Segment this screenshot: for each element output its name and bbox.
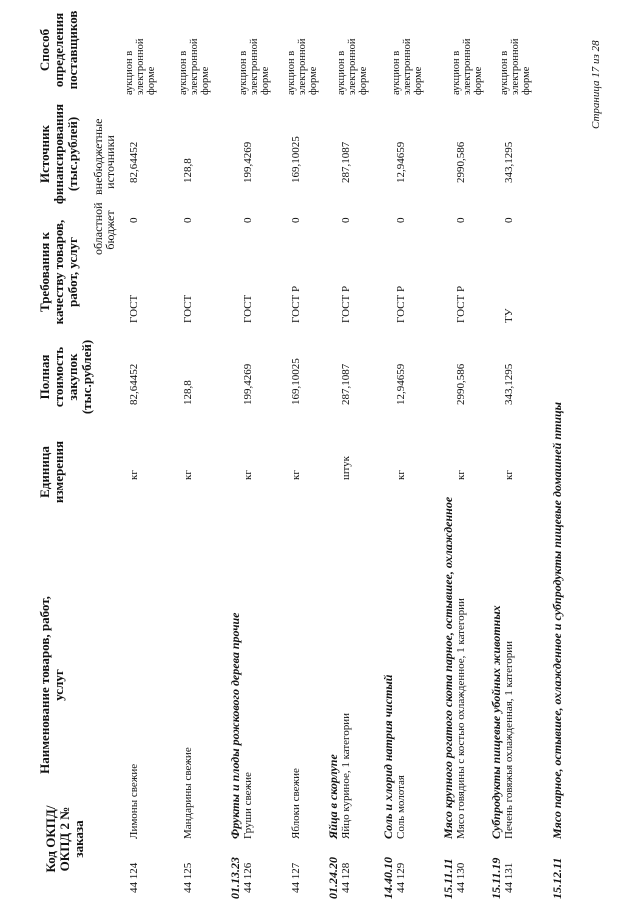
row-method: аукцион в электронной форме (499, 38, 532, 95)
group-name: Мясо парное, остывшее, охлажденное и субпродукты пищевые домашней птицы (550, 401, 564, 839)
row-method: аукцион в электронной форме (391, 38, 424, 95)
row-requirements: ГОСТ Р (455, 285, 467, 323)
row-unit: штук (340, 456, 352, 480)
row-source-regional: 0 (455, 217, 467, 223)
header-name: Наименование товаров, работ, услуг (37, 596, 66, 774)
row-method: аукцион в электронной форме (286, 38, 319, 95)
row-source-extra: 12,94659 (395, 141, 407, 183)
group-code: 01.24.20 (326, 857, 340, 899)
group-name: Соль и хлорид натрия чистый (381, 674, 395, 839)
row-unit: кг (182, 470, 194, 480)
header-source: Источник финансирования (тыс.рублей) (37, 103, 80, 205)
row-method: аукцион в электронной форме (178, 38, 211, 95)
row-code: 44 129 (395, 862, 407, 893)
row-cost: 128,8 (182, 380, 194, 405)
group-name: Фрукты и плоды рожкового дерева прочие (228, 612, 242, 839)
row-method: аукцион в электронной форме (124, 38, 157, 95)
row-method: аукцион в электронной форме (238, 38, 271, 95)
group-code: 15.12.11 (550, 857, 564, 899)
group-name: Субпродукты пищевые убойных животных (489, 605, 503, 839)
row-cost: 2990,586 (455, 363, 467, 405)
row-source-regional: 0 (340, 217, 352, 223)
row-source-regional: 0 (128, 217, 140, 223)
row-unit: кг (242, 470, 254, 480)
row-name: Мандарины свежие (182, 747, 194, 839)
row-source-extra: 2990,586 (455, 141, 467, 183)
row-requirements: ТУ (503, 308, 515, 323)
row-source-extra: 82,64452 (128, 141, 140, 183)
header-method: Способ определения поставщиков (37, 10, 80, 90)
row-name: Соль молотая (395, 775, 407, 839)
row-cost: 12,94659 (395, 363, 407, 405)
group-name: Яйца в скорлупе (326, 754, 340, 839)
page-number: Страница 17 из 28 (590, 40, 602, 129)
row-source-regional: 0 (242, 217, 254, 223)
row-cost: 287,1087 (340, 363, 352, 405)
row-cost: 82,64452 (128, 363, 140, 405)
row-source-extra: 169,10025 (290, 136, 302, 183)
row-code: 44 128 (340, 862, 352, 893)
row-code: 44 125 (182, 862, 194, 893)
row-code: 44 130 (455, 862, 467, 893)
row-name: Груши свежие (242, 772, 254, 839)
row-source-extra: 343,1295 (503, 141, 515, 183)
group-name: Мясо крупного рогатого скота парное, остывшее, охлажденное (441, 496, 455, 839)
header-source-regional: областной бюджет (91, 202, 117, 255)
row-source-regional: 0 (395, 217, 407, 223)
header-code: Код ОКПД/ ОКПД 2 № заказа (43, 805, 86, 873)
row-name: Яйцо куриное, 1 категории (340, 712, 352, 839)
row-name: Лимоны свежие (128, 763, 140, 839)
row-unit: кг (290, 470, 302, 480)
header-cost: Полная стоимость закупок (тыс.рублей) (37, 339, 94, 415)
row-requirements: ГОСТ Р (290, 285, 302, 323)
row-method: аукцион в электронной форме (451, 38, 484, 95)
row-source-regional: 0 (182, 217, 194, 223)
row-name: Яблоки свежие (290, 768, 302, 839)
row-code: 44 131 (503, 862, 515, 893)
group-code: 01.13.23 (228, 857, 242, 899)
row-source-regional: 0 (290, 217, 302, 223)
row-code: 44 126 (242, 862, 254, 893)
row-cost: 343,1295 (503, 363, 515, 405)
row-code: 44 124 (128, 862, 140, 893)
row-source-extra: 199,4269 (242, 141, 254, 183)
group-code: 15.11.19 (489, 857, 503, 899)
header-source-extra: внебюджетные источники (91, 118, 117, 195)
row-unit: кг (455, 470, 467, 480)
row-cost: 199,4269 (242, 363, 254, 405)
header-requirements: Требования к качеству товаров, работ, услуг (37, 219, 80, 325)
group-code: 15.11.11 (441, 858, 455, 899)
row-unit: кг (128, 470, 140, 480)
row-requirements: ГОСТ Р (395, 285, 407, 323)
row-name: Мясо говядины с костью охлажденное, 1 категории (455, 598, 467, 839)
row-requirements: ГОСТ Р (340, 285, 352, 323)
header-unit: Единица измерения (37, 440, 66, 504)
row-unit: кг (503, 470, 515, 480)
row-requirements: ГОСТ (128, 294, 140, 323)
row-unit: кг (395, 470, 407, 480)
group-code: 14.40.10 (381, 857, 395, 899)
row-code: 44 127 (290, 862, 302, 893)
row-requirements: ГОСТ (242, 294, 254, 323)
row-method: аукцион в электронной форме (336, 38, 369, 95)
row-requirements: ГОСТ (182, 294, 194, 323)
row-source-extra: 128,8 (182, 158, 194, 183)
row-source-extra: 287,1087 (340, 141, 352, 183)
row-source-regional: 0 (503, 217, 515, 223)
row-name: Печень говяжья охлажденная, 1 категории (503, 640, 515, 839)
row-cost: 169,10025 (290, 358, 302, 405)
